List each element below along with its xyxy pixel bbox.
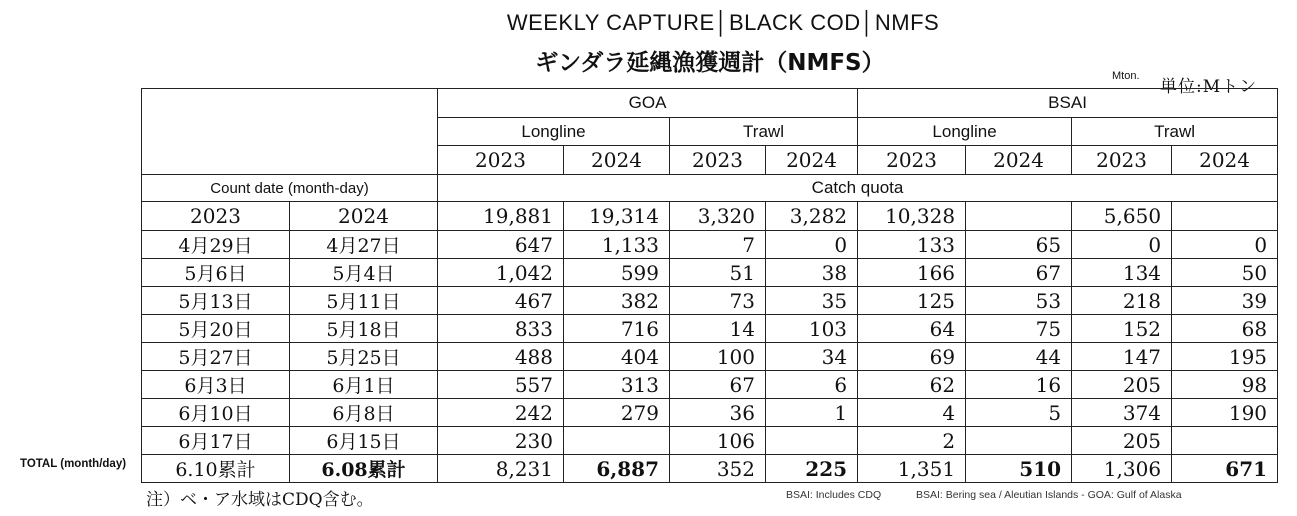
catch-value-cell: 279	[564, 399, 670, 427]
catch-value-cell: 1	[766, 399, 858, 427]
date-2024-cell: 5月4日	[290, 259, 438, 287]
catch-value-cell: 38	[766, 259, 858, 287]
date-2023-cell: 5月13日	[142, 287, 290, 315]
catch-value-cell: 1,042	[438, 259, 564, 287]
year-header: 2023	[670, 146, 766, 175]
date-2023-cell: 6月10日	[142, 399, 290, 427]
footnote-japanese: 注）ベ・ア水域はCDQ含む。	[146, 490, 374, 510]
catch-value-cell: 125	[858, 287, 966, 315]
goa-longline-header: Longline	[438, 118, 670, 146]
catch-value-cell: 313	[564, 371, 670, 399]
catch-value-cell: 53	[966, 287, 1072, 315]
catch-value-cell: 190	[1172, 399, 1278, 427]
table-row	[142, 399, 1278, 427]
catch-value-cell: 103	[766, 315, 858, 343]
catch-value-cell: 4	[858, 399, 966, 427]
date-2024-cell: 6月8日	[290, 399, 438, 427]
table-row	[142, 427, 1278, 455]
catch-value-cell: 557	[438, 371, 564, 399]
total-value: 510	[966, 455, 1072, 483]
date-2024-cell: 5月25日	[290, 343, 438, 371]
date-2023-cell: 5月20日	[142, 315, 290, 343]
catch-value-cell: 67	[670, 371, 766, 399]
table-row	[142, 259, 1278, 287]
catch-value-cell: 166	[858, 259, 966, 287]
quota-value: 10,328	[858, 202, 966, 231]
catch-value-cell: 100	[670, 343, 766, 371]
table-row	[142, 343, 1278, 371]
catch-value-cell	[766, 427, 858, 455]
title-japanese: ギンダラ延縄漁獲週計（NMFS）	[535, 50, 885, 76]
table-row	[142, 287, 1278, 315]
catch-value-cell: 134	[1072, 259, 1172, 287]
quota-value	[966, 202, 1072, 231]
catch-value-cell: 73	[670, 287, 766, 315]
date-2024-cell: 4月27日	[290, 231, 438, 259]
catch-value-cell	[1172, 427, 1278, 455]
catch-value-cell: 14	[670, 315, 766, 343]
catch-value-cell: 64	[858, 315, 966, 343]
date-2024-cell: 6月1日	[290, 371, 438, 399]
catch-value-cell: 242	[438, 399, 564, 427]
catch-value-cell: 382	[564, 287, 670, 315]
year-header: 2023	[858, 146, 966, 175]
date-2024-cell: 6月15日	[290, 427, 438, 455]
quota-year-2023: 2023	[142, 202, 290, 231]
year-header: 2024	[1172, 146, 1278, 175]
date-2024-cell: 5月18日	[290, 315, 438, 343]
catch-value-cell: 0	[1172, 231, 1278, 259]
catch-value-cell: 218	[1072, 287, 1172, 315]
date-2023-cell: 5月27日	[142, 343, 290, 371]
footnote-regions: BSAI: Bering sea / Aleutian Islands - GOA: Gulf of Alaska	[916, 489, 1182, 501]
catch-value-cell: 488	[438, 343, 564, 371]
total-value: 6,887	[564, 455, 670, 483]
catch-quota-label: Catch quota	[438, 175, 1278, 202]
year-header: 2024	[766, 146, 858, 175]
year-header: 2023	[438, 146, 564, 175]
quota-value: 5,650	[1072, 202, 1172, 231]
quota-value: 3,320	[670, 202, 766, 231]
year-header: 2024	[564, 146, 670, 175]
catch-value-cell: 39	[1172, 287, 1278, 315]
title-english: WEEKLY CAPTURE│BLACK COD│NMFS	[506, 10, 940, 35]
total-label-2024: 6.08累計	[290, 455, 438, 483]
date-2023-cell: 4月29日	[142, 231, 290, 259]
total-label-2023: 6.10累計	[142, 455, 290, 483]
catch-value-cell: 16	[966, 371, 1072, 399]
catch-value-cell: 67	[966, 259, 1072, 287]
catch-value-cell: 133	[858, 231, 966, 259]
catch-value-cell: 152	[1072, 315, 1172, 343]
quota-row	[142, 202, 1278, 231]
catch-value-cell: 467	[438, 287, 564, 315]
catch-value-cell: 599	[564, 259, 670, 287]
date-2024-cell: 5月11日	[290, 287, 438, 315]
catch-value-cell: 833	[438, 315, 564, 343]
region-bsai-header: BSAI	[858, 89, 1278, 118]
catch-value-cell: 68	[1172, 315, 1278, 343]
catch-value-cell: 6	[766, 371, 858, 399]
quota-value: 3,282	[766, 202, 858, 231]
catch-value-cell: 65	[966, 231, 1072, 259]
catch-value-cell: 34	[766, 343, 858, 371]
catch-value-cell: 106	[670, 427, 766, 455]
quota-year-2024: 2024	[290, 202, 438, 231]
catch-value-cell: 0	[1072, 231, 1172, 259]
table-row	[142, 315, 1278, 343]
count-date-label: Count date (month-day)	[142, 175, 438, 202]
catch-value-cell: 716	[564, 315, 670, 343]
catch-value-cell: 69	[858, 343, 966, 371]
catch-value-cell: 404	[564, 343, 670, 371]
catch-value-cell: 374	[1072, 399, 1172, 427]
catch-value-cell	[966, 427, 1072, 455]
unit-label-japanese: 単位:Mトン	[1160, 77, 1258, 97]
quota-value: 19,314	[564, 202, 670, 231]
header-blank-cell	[142, 89, 438, 175]
bsai-longline-header: Longline	[858, 118, 1072, 146]
total-value: 1,351	[858, 455, 966, 483]
total-side-label: TOTAL (month/day)	[20, 458, 127, 470]
catch-value-cell: 44	[966, 343, 1072, 371]
total-value: 225	[766, 455, 858, 483]
date-2023-cell: 6月17日	[142, 427, 290, 455]
catch-value-cell: 75	[966, 315, 1072, 343]
catch-value-cell: 1,133	[564, 231, 670, 259]
catch-value-cell: 2	[858, 427, 966, 455]
catch-value-cell: 62	[858, 371, 966, 399]
total-value: 352	[670, 455, 766, 483]
total-value: 1,306	[1072, 455, 1172, 483]
quota-value: 19,881	[438, 202, 564, 231]
catch-value-cell: 5	[966, 399, 1072, 427]
weekly-capture-table	[141, 88, 1278, 483]
catch-value-cell: 7	[670, 231, 766, 259]
quota-value	[1172, 202, 1278, 231]
catch-value-cell	[564, 427, 670, 455]
catch-value-cell: 195	[1172, 343, 1278, 371]
bsai-trawl-header: Trawl	[1072, 118, 1278, 146]
table-row	[142, 231, 1278, 259]
catch-value-cell: 98	[1172, 371, 1278, 399]
total-value: 8,231	[438, 455, 564, 483]
catch-value-cell: 51	[670, 259, 766, 287]
footnote-cdq: BSAI: Includes CDQ	[786, 489, 882, 501]
total-value: 671	[1172, 455, 1278, 483]
catch-value-cell: 205	[1072, 371, 1172, 399]
catch-value-cell: 647	[438, 231, 564, 259]
catch-value-cell: 205	[1072, 427, 1172, 455]
catch-value-cell: 230	[438, 427, 564, 455]
date-2023-cell: 6月3日	[142, 371, 290, 399]
year-header: 2023	[1072, 146, 1172, 175]
catch-value-cell: 35	[766, 287, 858, 315]
catch-value-cell: 0	[766, 231, 858, 259]
total-row	[142, 455, 1278, 483]
unit-label-english: Mton.	[1112, 70, 1140, 82]
year-header: 2024	[966, 146, 1072, 175]
date-2023-cell: 5月6日	[142, 259, 290, 287]
table-row	[142, 371, 1278, 399]
region-goa-header: GOA	[438, 89, 858, 118]
catch-value-cell: 36	[670, 399, 766, 427]
catch-value-cell: 147	[1072, 343, 1172, 371]
goa-trawl-header: Trawl	[670, 118, 858, 146]
catch-value-cell: 50	[1172, 259, 1278, 287]
